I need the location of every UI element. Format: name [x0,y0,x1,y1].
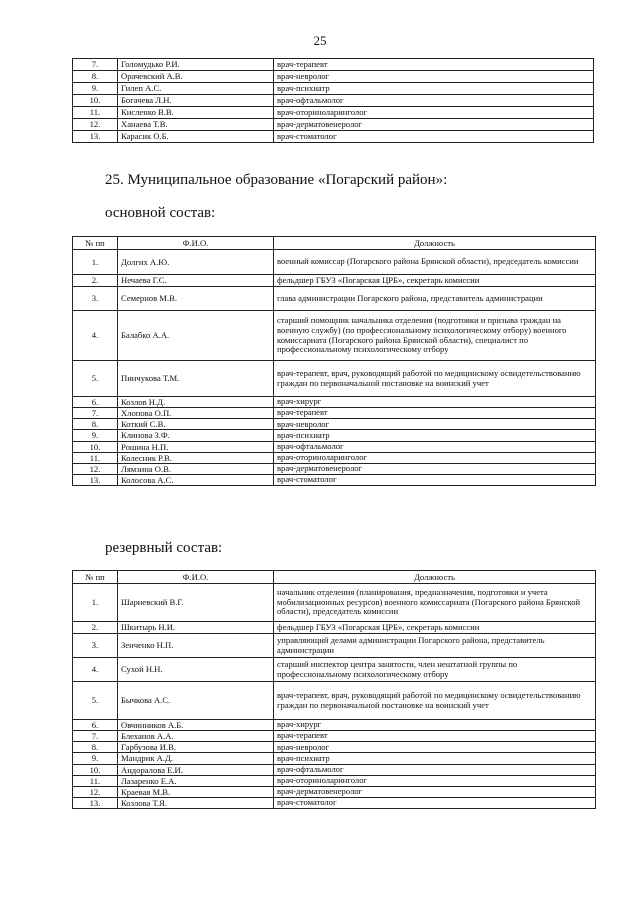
person-name: Козлова Т.Я. [118,797,274,808]
person-name: Бычкова А.С. [118,682,274,720]
row-number: 10. [73,95,118,107]
position-text: врач-оториноларинголог [274,107,594,119]
person-name: Краевая М.В. [118,786,274,797]
row-number: 2. [73,275,118,287]
position-text: врач-терапевт [274,731,596,742]
position-text: врач-стоматолог [274,797,596,808]
table-row [73,764,596,775]
row-number: 1. [73,584,118,622]
page-number: 25 [313,33,327,48]
row-number: 3. [73,287,118,311]
row-number: 7. [73,59,118,71]
table-row [73,107,594,119]
person-name: Ханаева Т.В. [118,119,274,131]
row-number: 6. [73,397,118,408]
position-text: врач-психиатр [274,430,596,441]
position-text: врач-невролог [274,71,594,83]
person-name: Орачевский А.В. [118,71,274,83]
table-row [73,361,596,397]
row-number: 12. [73,786,118,797]
row-number: 5. [73,361,118,397]
person-name: Колосова А.С. [118,474,274,485]
table-row [73,634,596,658]
person-name: Богачева Л.Н. [118,95,274,107]
row-number: 8. [73,742,118,753]
position-text: фельдшер ГБУЗ «Погарская ЦРБ», секретарь комиссии [274,622,596,634]
table-row [73,753,596,764]
table-row [73,786,596,797]
table-row [73,622,596,634]
row-number: 10. [73,764,118,775]
person-name: Сухой Н.Н. [118,658,274,682]
position-text: врач-психиатр [274,753,596,764]
continued-commission-table [72,58,594,143]
position-text: врач-невролог [274,742,596,753]
position-text: глава администрации Погарского района, представитель администрации [274,287,596,311]
row-number: 8. [73,419,118,430]
table-row [73,584,596,622]
person-name: Гарбузова И.В. [118,742,274,753]
table-row [73,452,596,463]
position-text: врач-терапевт [274,59,594,71]
person-name: Балабко А.А. [118,311,274,361]
position-text: врач-невролог [274,419,596,430]
person-name: Колесник Р.В. [118,452,274,463]
table-row [73,474,596,485]
table-row [73,658,596,682]
person-name: Рошина Н.П. [118,441,274,452]
row-number: 13. [73,474,118,485]
table-row [73,430,596,441]
table-row [73,311,596,361]
header-position: Должность [274,571,596,584]
position-text: врач-оториноларинголог [274,452,596,463]
person-name: Долгих А.Ю. [118,250,274,275]
row-number: 12. [73,119,118,131]
table-row [73,131,594,143]
person-name: Лазаренко Е.А. [118,775,274,786]
main-composition-label: основной состав: [105,205,216,221]
person-name: Шарневский В.Г. [118,584,274,622]
person-name: Хлопова О.П. [118,408,274,419]
person-name: Карасик О.Б. [118,131,274,143]
header-number: № пп [73,571,118,584]
person-name: Клинова З.Ф. [118,430,274,441]
row-number: 9. [73,83,118,95]
position-text: врач-терапевт [274,408,596,419]
row-number: 9. [73,753,118,764]
table-row [73,419,596,430]
person-name: Коткий С.В. [118,419,274,430]
row-number: 11. [73,452,118,463]
person-name: Андоралова Е.И. [118,764,274,775]
person-name: Нечаева Г.С. [118,275,274,287]
header-position: Должность [274,237,596,250]
row-number: 12. [73,463,118,474]
table-row [73,797,596,808]
header-number: № пп [73,237,118,250]
person-name: Козлов Н.Д. [118,397,274,408]
position-text: старший инспектор центра занятости, член нештатной группы по профессиональному психологическому отбору [274,658,596,682]
person-name: Овчинников А.Б. [118,720,274,731]
reserve-composition-label: резервный состав: [105,540,223,556]
position-text: врач-стоматолог [274,474,596,485]
position-text: врач-дерматовенеролог [274,119,594,131]
position-text: врач-офтальмолог [274,441,596,452]
row-number: 8. [73,71,118,83]
table-row [73,441,596,452]
table-row [73,682,596,720]
table-row [73,775,596,786]
position-text: врач-стоматолог [274,131,594,143]
table-row [73,731,596,742]
header-name: Ф.И.О. [118,571,274,584]
table-row [73,83,594,95]
position-text: врач-терапевт, врач, руководящий работой по медицинскому освидетельствованию граждан по первоначальной постановке на воинский учет [274,682,596,720]
person-name: Кисленко В.В. [118,107,274,119]
position-text: старший помощник начальника отделения (подготовки и призыва граждан на военную службу) (по профессиональному психологическому отбору) военного комиссариата (Погарского района Брянской области), специалист по профессиональному психологическому отбору [274,311,596,361]
row-number: 5. [73,682,118,720]
main-composition-table [72,236,596,486]
person-name: Шкитырь Н.И. [118,622,274,634]
person-name: Голомудько Р.И. [118,59,274,71]
table-row [73,720,596,731]
row-number: 3. [73,634,118,658]
position-text: врач-офтальмолог [274,95,594,107]
row-number: 1. [73,250,118,275]
table-row [73,397,596,408]
person-name: Блеханов А.А. [118,731,274,742]
row-number: 13. [73,797,118,808]
position-text: врач-хирург [274,720,596,731]
person-name: Гилеп А.С. [118,83,274,95]
row-number: 4. [73,311,118,361]
person-name: Мандрик А.Д. [118,753,274,764]
row-number: 4. [73,658,118,682]
section-title: 25. Муниципальное образование «Погарский район»: [105,172,448,188]
position-text: врач-терапевт, врач, руководящий работой по медицинскому освидетельствованию граждан по первоначальной постановке на воинский учет [274,361,596,397]
position-text: управляющий делами администрации Погарского района, представитель администрации [274,634,596,658]
position-text: врач-оториноларинголог [274,775,596,786]
table-row [73,119,594,131]
position-text: начальник отделения (планирования, предназначения, подготовки и учета мобилизационных ресурсов) военного комиссариата (Погарского района Брянской области), председатель комиссии [274,584,596,622]
header-name: Ф.И.О. [118,237,274,250]
table-row [73,250,596,275]
row-number: 10. [73,441,118,452]
table-row [73,408,596,419]
position-text: фельдшер ГБУЗ «Погарская ЦРБ», секретарь комиссии [274,275,596,287]
table-row [73,95,594,107]
position-text: врач-дерматовенеролог [274,463,596,474]
table-row [73,71,594,83]
position-text: военный комиссар (Погарского района Брянской области), председатель комиссии [274,250,596,275]
row-number: 11. [73,775,118,786]
position-text: врач-дерматовенеролог [274,786,596,797]
position-text: врач-хирург [274,397,596,408]
row-number: 6. [73,720,118,731]
person-name: Семернов М.В. [118,287,274,311]
row-number: 9. [73,430,118,441]
row-number: 2. [73,622,118,634]
reserve-composition-table [72,570,596,809]
row-number: 7. [73,408,118,419]
row-number: 11. [73,107,118,119]
person-name: Пинчукова Т.М. [118,361,274,397]
position-text: врач-офтальмолог [274,764,596,775]
person-name: Лямзина О.В. [118,463,274,474]
row-number: 7. [73,731,118,742]
table-row [73,463,596,474]
table-row [73,275,596,287]
table-row [73,742,596,753]
table-row [73,59,594,71]
person-name: Зенченко Н.П. [118,634,274,658]
row-number: 13. [73,131,118,143]
position-text: врач-психиатр [274,83,594,95]
table-row [73,287,596,311]
